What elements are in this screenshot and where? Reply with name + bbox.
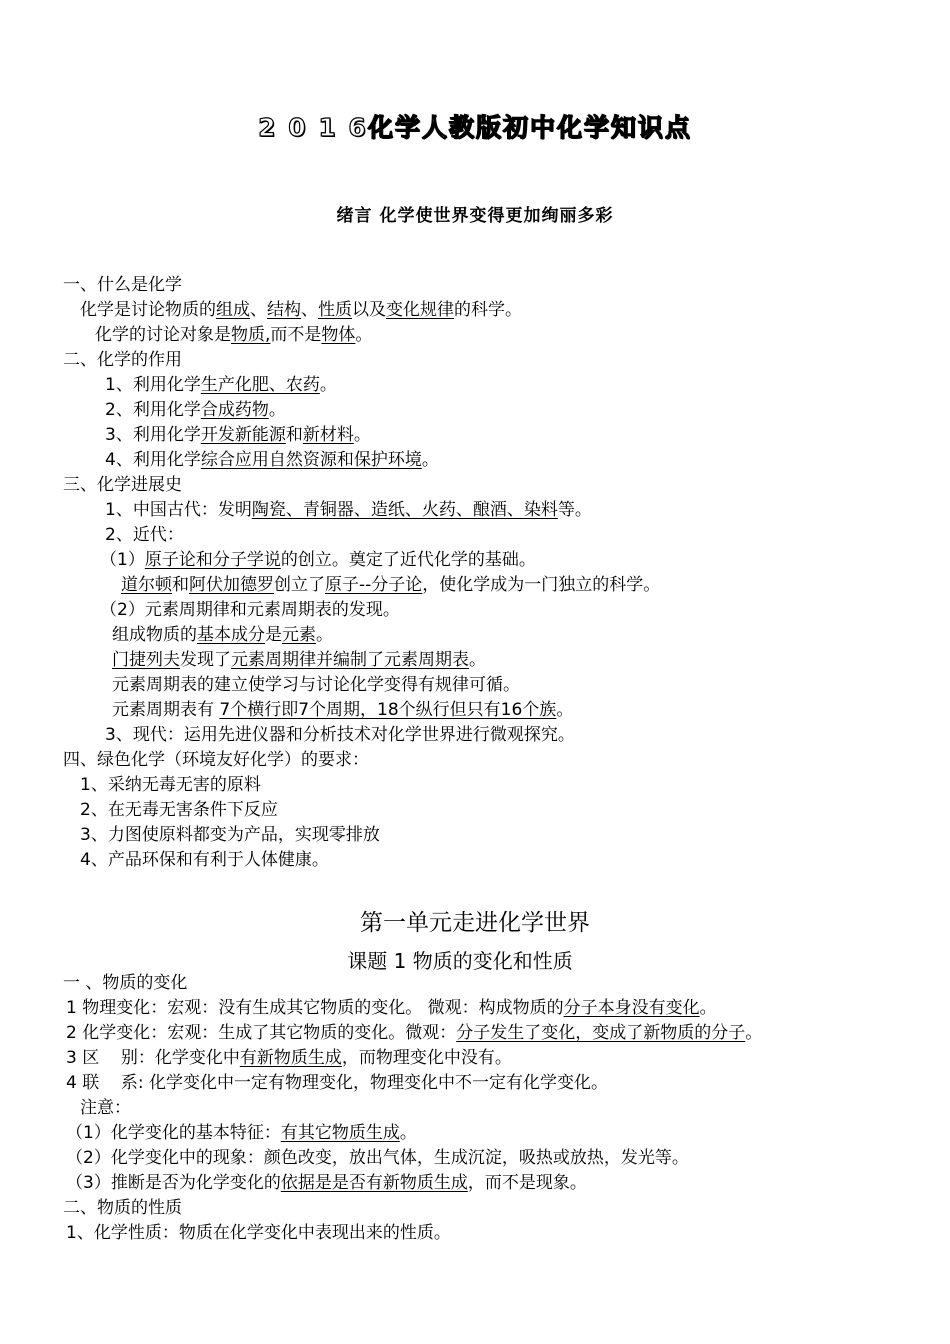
section-heading: 二、化学的作用	[63, 350, 182, 370]
list-item: 3、利用化学开发新能源和新材料。	[105, 425, 371, 445]
text-line: 道尔顿和阿伏加德罗创立了原子--分子论，使化学成为一门独立的科学。	[121, 575, 661, 595]
text-line: 元素周期表有 7个横行即7个周期，18个纵行但只有16个族。	[112, 700, 574, 720]
text-line: 1、化学性质：物质在化学变化中表现出来的性质。	[66, 1223, 451, 1243]
list-item: 3、力图使原料都变为产品，实现零排放	[80, 825, 380, 845]
text-line: 1 物理变化：宏观：没有生成其它物质的变化。 微观：构成物质的分子本身没有变化。	[66, 998, 717, 1018]
section-heading: 一、什么是化学	[63, 275, 182, 295]
section-heading: 四、绿色化学（环境友好化学）的要求：	[63, 750, 369, 770]
text-line: （1）原子论和分子学说的创立。奠定了近代化学的基础。	[100, 550, 536, 570]
text-line: 2 化学变化：宏观：生成了其它物质的变化。微观：分子发生了变化，变成了新物质的分子。	[66, 1023, 763, 1043]
document-title: 2 0 1 6化学人教版初中化学知识点	[258, 113, 692, 142]
text-line: （1）化学变化的基本特征：有其它物质生成。	[66, 1123, 417, 1143]
intro-title: 绪言 化学使世界变得更加绚丽多彩	[336, 206, 614, 226]
unit-title: 第一单元走进化学世界	[360, 910, 590, 936]
text-line: （2）元素周期律和元素周期表的发现。	[100, 600, 400, 620]
text-line: （3）推断是否为化学变化的依据是是否有新物质生成，而不是现象。	[66, 1173, 587, 1193]
list-item: 2、在无毒无害条件下反应	[80, 800, 278, 820]
lesson-title: 课题 1 物质的变化和性质	[347, 949, 573, 973]
list-item: 1、采纳无毒无害的原料	[80, 775, 261, 795]
text-line: （2）化学变化中的现象：颜色改变，放出气体，生成沉淀，吸热或放热，发光等。	[66, 1148, 689, 1168]
section-heading: 一 、物质的变化	[63, 973, 188, 993]
text-line: 3、现代：运用先进仪器和分析技术对化学世界进行微观探究。	[105, 725, 575, 745]
text-line: 化学是讨论物质的组成、结构、性质以及变化规律的科学。	[80, 300, 522, 320]
list-item: 4、产品环保和有利于人体健康。	[80, 850, 329, 870]
list-item: 2、利用化学合成药物。	[105, 400, 286, 420]
text-line: 组成物质的基本成分是元素。	[112, 625, 333, 645]
section-heading: 三、化学进展史	[63, 475, 182, 495]
text-line: 1、中国古代：发明陶瓷、青铜器、造纸、火药、酿酒、染料等。	[105, 500, 592, 520]
text-line: 2、近代：	[105, 525, 184, 545]
list-item: 1、利用化学生产化肥、农药。	[105, 375, 337, 395]
text-line: 注意：	[80, 1098, 131, 1118]
text-line: 化学的讨论对象是物质,而不是物体。	[95, 325, 373, 345]
text-line: 元素周期表的建立使学习与讨论化学变得有规律可循。	[112, 675, 520, 695]
list-item: 4、利用化学综合应用自然资源和保护环境。	[105, 450, 439, 470]
text-line: 3 区 别：化学变化中有新物质生成，而物理变化中没有。	[66, 1048, 512, 1068]
section-heading: 二、物质的性质	[63, 1198, 182, 1218]
text-line: 4 联 系: 化学变化中一定有物理变化，物理变化中不一定有化学变化。	[66, 1073, 608, 1093]
text-line: 门捷列夫发现了元素周期律并编制了元素周期表。	[112, 650, 486, 670]
